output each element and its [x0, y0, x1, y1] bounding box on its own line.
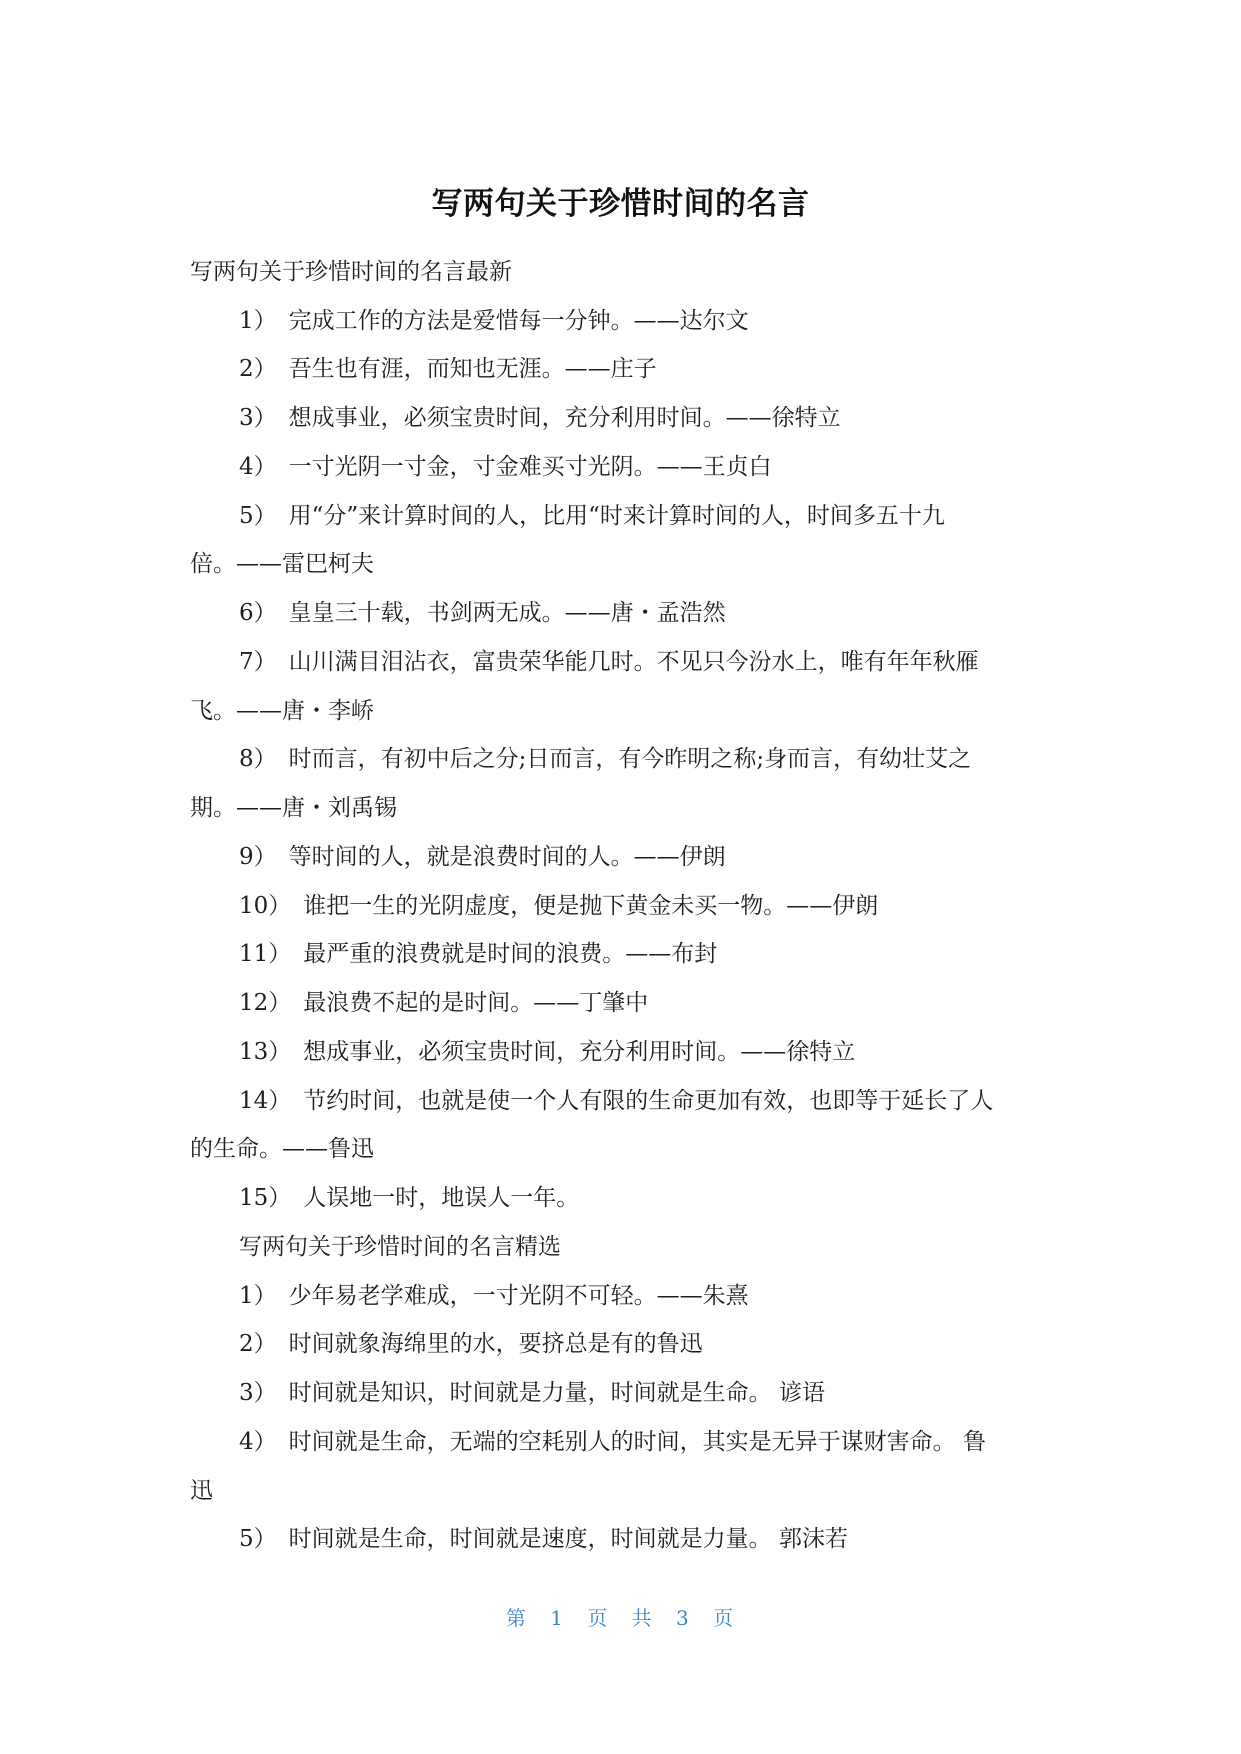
quote-number: 6）	[239, 600, 277, 626]
quote-text: 吾生也有涯，而知也无涯。——庄子	[288, 356, 657, 382]
quote-text: 山川满目泪沾衣，富贵荣华能几时。不见只今汾水上，唯有年年秋雁	[288, 649, 979, 675]
quote-text: 最严重的浪费就是时间的浪费。——布封	[303, 941, 718, 967]
quote-text: 时间就是知识，时间就是力量，时间就是生命。 谚语	[288, 1380, 825, 1406]
quote-text: 时间就象海绵里的水，要挤总是有的鲁迅	[288, 1331, 703, 1357]
quote-number: 3）	[239, 1380, 277, 1406]
quote-text: 谁把一生的光阴虚度，便是抛下黄金未买一物。——伊朗	[303, 893, 879, 919]
quote-number: 4）	[239, 454, 277, 480]
quote-line	[239, 354, 657, 384]
quote-continuation: 飞。——唐・李峤	[190, 698, 374, 724]
quote-line	[239, 403, 841, 433]
quote-text: 少年易老学难成，一寸光阴不可轻。——朱熹	[288, 1283, 749, 1309]
quote-number: 14）	[239, 1088, 292, 1114]
section-heading: 写两句关于珍惜时间的名言精选	[239, 1234, 561, 1260]
quote-text: 人误地一时，地误人一年。	[303, 1185, 580, 1211]
quote-line	[239, 988, 648, 1018]
quote-text: 等时间的人，就是浪费时间的人。——伊朗	[288, 844, 726, 870]
page-label-prefix: 第	[505, 1606, 528, 1630]
page-label-suffix: 页	[713, 1606, 736, 1630]
quote-text: 完成工作的方法是爱惜每一分钟。——达尔文	[288, 308, 749, 334]
quote-line	[239, 1183, 579, 1213]
quote-text: 想成事业，必须宝贵时间，充分利用时间。——徐特立	[288, 405, 841, 431]
quote-line	[239, 1378, 825, 1408]
quote-continuation: 期。——唐・刘禹锡	[190, 795, 397, 821]
quote-line	[239, 1281, 749, 1311]
quote-number: 13）	[239, 1039, 292, 1065]
quote-text: 一寸光阴一寸金，寸金难买寸光阴。——王贞白	[288, 454, 772, 480]
quote-text: 时间就是生命，无端的空耗别人的时间，其实是无异于谋财害命。 鲁	[288, 1429, 986, 1455]
quote-number: 1）	[239, 308, 277, 334]
quote-continuation: 倍。——雷巴柯夫	[190, 551, 374, 577]
quote-line	[239, 842, 726, 872]
quote-number: 2）	[239, 356, 277, 382]
quote-text: 想成事业，必须宝贵时间，充分利用时间。——徐特立	[303, 1039, 856, 1065]
quote-text: 皇皇三十载，书剑两无成。——唐・孟浩然	[288, 600, 726, 626]
quote-number: 12）	[239, 990, 292, 1016]
quote-number: 4）	[239, 1429, 277, 1455]
quote-text: 用“分”来计算时间的人，比用“时来计算时间的人，时间多五十九	[288, 503, 945, 529]
quote-continuation: 的生命。——鲁迅	[190, 1136, 374, 1162]
quote-line	[239, 1086, 993, 1116]
quote-line	[239, 1427, 986, 1457]
quote-number: 1）	[239, 1283, 277, 1309]
quote-number: 5）	[239, 503, 277, 529]
page-total: 3	[676, 1606, 691, 1630]
quote-number: 8）	[239, 746, 277, 772]
quote-number: 10）	[239, 893, 292, 919]
quote-line	[239, 744, 971, 774]
quote-number: 11）	[239, 941, 292, 967]
quote-number: 9）	[239, 844, 277, 870]
quote-text: 时间就是生命，时间就是速度，时间就是力量。 郭沫若	[288, 1526, 848, 1552]
quote-line	[239, 598, 726, 628]
quote-text: 节约时间，也就是使一个人有限的生命更加有效，也即等于延长了人	[303, 1088, 994, 1114]
page-title: 写两句关于珍惜时间的名言	[431, 186, 810, 222]
quote-line	[239, 647, 979, 677]
quote-number: 7）	[239, 649, 277, 675]
quote-text: 最浪费不起的是时间。——丁肇中	[303, 990, 649, 1016]
quote-line	[239, 1524, 848, 1554]
quote-number: 15）	[239, 1185, 292, 1211]
quote-line	[239, 306, 749, 336]
page-label-mid: 页 共	[587, 1606, 654, 1630]
quote-line	[239, 1329, 703, 1359]
quote-line	[239, 452, 772, 482]
page-footer	[0, 1605, 1241, 1631]
page-current: 1	[550, 1606, 565, 1630]
quote-text: 时而言，有初中后之分;日而言，有今昨明之称;身而言，有幼壮艾之	[288, 746, 972, 772]
quote-number: 2）	[239, 1331, 277, 1357]
quote-line	[239, 939, 717, 969]
quote-line	[239, 1037, 855, 1067]
quote-continuation: 迅	[190, 1478, 213, 1504]
section-heading: 写两句关于珍惜时间的名言最新	[190, 259, 512, 285]
quote-line	[239, 891, 878, 921]
quote-line	[239, 501, 945, 531]
quote-number: 5）	[239, 1526, 277, 1552]
quote-number: 3）	[239, 405, 277, 431]
